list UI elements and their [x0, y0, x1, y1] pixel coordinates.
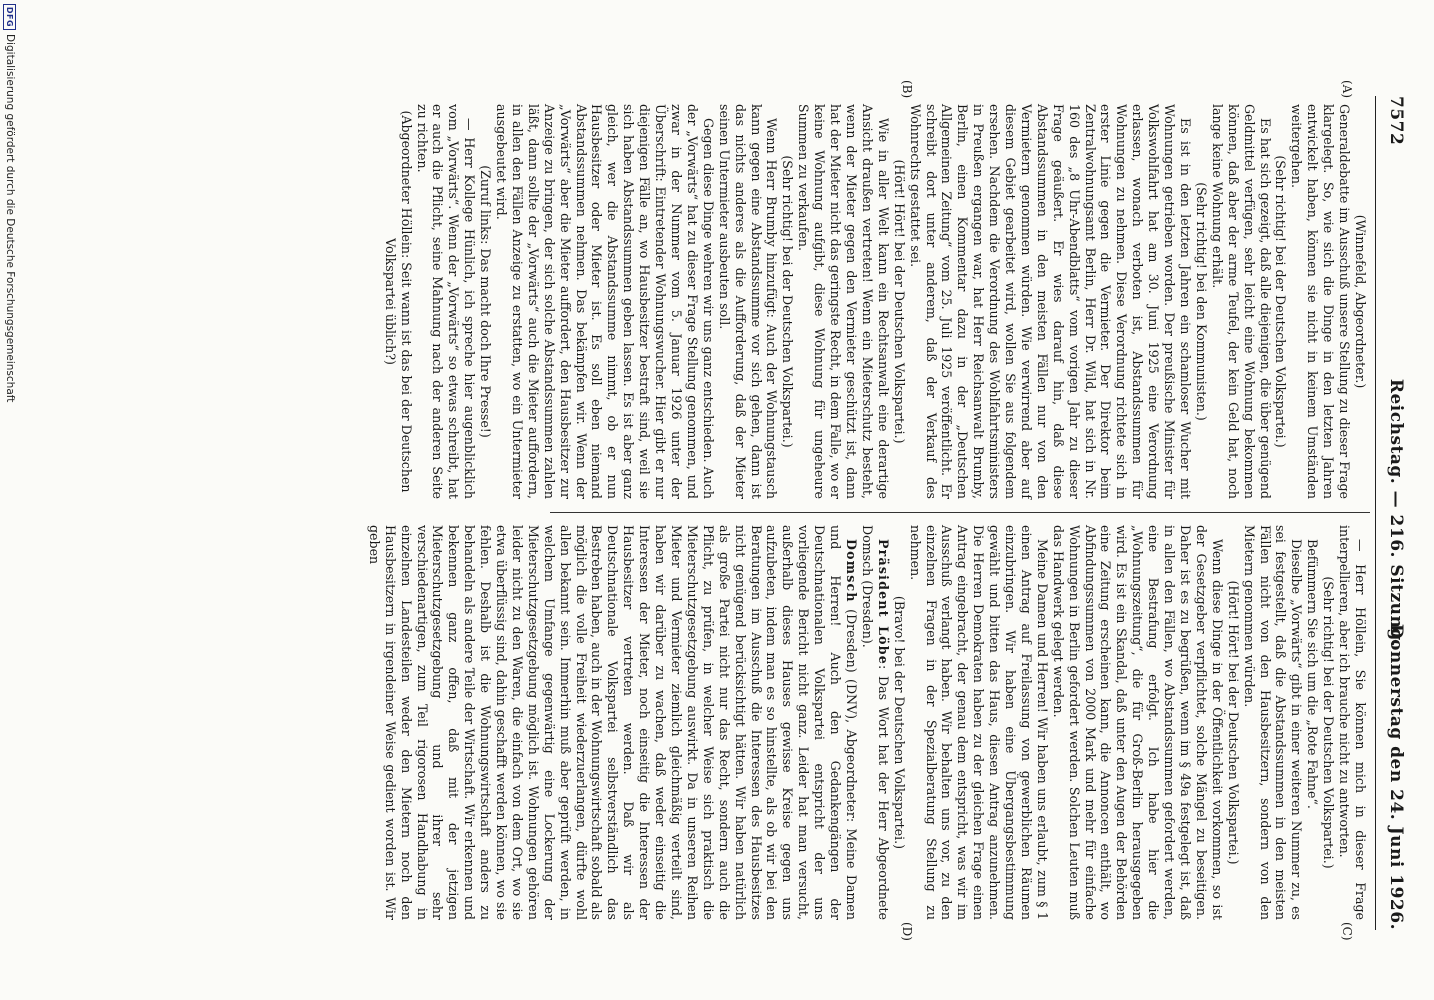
interjection: (Hört! Hört! bei der Deutschen Volkspartei.)	[1225, 580, 1241, 865]
paragraph: Befümmern Sie sich um die „Rote Fahne“.	[1305, 539, 1321, 809]
dfg-logo: DFG	[3, 4, 16, 30]
paragraph: Dieselbe „Vorwärts“ gibt in einer weiteren Nummer zu, es sei festgestellt, daß die Abstandssummen in den meisten Fällen nicht von den Hausbesitzern, sondern von den Mietern genommen würden.	[1241, 525, 1305, 920]
interjection: (Zuruf links: Das macht doch Ihre Presse!)	[478, 165, 494, 438]
paragraph: Gegen diese Dinge wehren wir uns ganz entschieden. Auch der „Vorwärts“ hat zu dieser Frage Stellung genommen, und zwar in der Nummer vom 5. Januar 1926 unter der Überschrift: Eintretender Wohnungswucher. Hier gibt er nur diejenigen Fälle an, wo Hausbesitzer bestraft sind, weil sie sich haben Abstandssummen geben lassen. Es ist aber ganz gleich, wer die Abstandssumme nimmt, ob er nun Hausbesitzer oder Mieter ist. Es soll eben niemand Abstandssummen nehmen. Das bekämpfen wir. Wenn der „Vorwärts“ aber die Mieter auffordert, den Hausbesitzer zur Anzeige zu bringen, der sich solche Abstandssummen zahlen läßt, dann sollte der „Vorwärts“ auch die Mieter auffordern, in allen den Fällen Anzeige zu erstatten, wo ein Untermieter ausgebeutet wird.	[494, 104, 716, 499]
interjection: (Abgeordneter Höllein: Seit wann ist das bei der Deutschen Volkspartei üblich?)	[382, 110, 414, 493]
page-number: 7572	[1386, 96, 1406, 146]
speaker-name: Domsch	[844, 539, 859, 603]
paragraph: Wenn Herr Brumby hinzufügt: Auch der Wohnungstausch kann gegen eine Abstandssumme vor sich gehen, dann ist das nichts anderes als die Aufforderung, daß der Mieter seinen Untermieter ausbeuten soll.	[716, 104, 780, 499]
margin-marker-a: (A)	[1340, 80, 1354, 99]
margin-marker-d: (D)	[900, 922, 914, 941]
paragraph: — Herr Kollege Hünlich, ich spreche hier augenblicklich vom „Vorwärts“. Wenn der „Vorwärts“ so etwas schreibt, hat er auch die Pflicht, seine Mahnung nach der anderen Seite zu richten.	[414, 104, 478, 499]
column-divider	[550, 512, 1370, 513]
paragraph: Domsch (Dresden) (DNV), Abgeordneter: Meine Damen und Herren! Auch den Gedankengängen der Deutschnationalen Volkspartei entspricht der uns vorliegende Bericht nicht ganz. Leider hat man versucht, außerhalb dieses Hauses gewisse Kreise gegen uns aufzubeten, indem man es so hinstellte, als ob wir bei den Beratungen im Ausschuß die Interessen des Hausbesitzes nicht genügend berücksichtigt hätten. Wir haben natürlich als große Partei nicht nur das Recht, sondern auch die Pflicht, zu prüfen, in welcher Weise sich praktisch die Mieterschutzgesetzgebung auswirkt. Da in unseren Reihen Mieter und Vermieter ziemlich gleichmäßig verteilt sind, haben wir darüber zu wachen, daß weder einseitig die Interessen der Mieter, noch einseitig die Interessen der Hausbesitzer vertreten werden. Daß wir als Deutschnationale Volkspartei selbstverständlich das Bestreben haben, auch in der Wohnungswirtschaft sobald als möglich die volle Freiheit wiederzuerlangen, dürfte wohl allen bekannt sein. Immerhin muß aber geprüft werden, in welchem Umfange gegenwärtig eine Lockerung der Mieterschutzgesetzgebung möglich ist. Wohnungen gehören leider nicht zu den Waren, die einfach von dem Ort, wo sie etwa überflüssig sind, dahin geschafft werden können, wo sie fehlen. Deshalb ist die Wohnungswirtschaft anders zu behandeln als andere Teile der Wirtschaft. Wir erkennen und bekennen ganz offen, daß mit der jetzigen Mieterschutzgesetzgebung und ihrer sehr verschiedenartigen, zum Teil rigorosen Handhabung in einzelnen Landesteilen weder den Mietern noch den Hausbesitzern in irgendeiner Weise gedient worden ist. Wir geben	[366, 525, 859, 920]
paragraph: Wie in aller Welt kann ein Rechtsanwalt eine derartige Ansicht draußen vertreten! Wenn ein Mieterschutz besteht, wenn der Mieter gegen den Vermieter geschützt ist, dann hat der Mieter nicht das geringste Recht, in dem Falle, wo er keine Wohnung aufgibt, diese Wohnung für ungeheure Summen zu verkaufen.	[796, 104, 891, 499]
left-text-column	[382, 104, 1368, 499]
digitization-footer	[0, 0, 20, 1000]
speaker-name: Präsident Löbe	[875, 539, 891, 665]
interjection: (Winnefeld, Abgeordneter.)	[1353, 214, 1368, 389]
session-date: Donnerstag den 24. Juni 1926.	[1386, 623, 1406, 930]
page-header	[1380, 96, 1406, 930]
interjection: (Hört! Hört! bei der Deutschen Volkspartei.)	[891, 159, 907, 444]
right-text-column	[366, 525, 1368, 920]
paragraph: Es hat sich gezeigt, daß alle diejenigen, die über genügend Geldmittel verfügen, sehr leicht eine Wohnung bekommen können, daß aber der arme Teufel, der kein Geld hat, noch lange keine Wohnung erhält.	[1209, 104, 1273, 499]
margin-marker-b: (B)	[900, 80, 914, 99]
page-title: Reichstag. — 216. Sitzung.	[1386, 378, 1406, 648]
paragraph: Es ist in den letzten Jahren ein schamloser Wucher mit Wohnungen getrieben worden. Der preußische Minister für Volkswohlfahrt hat am 30. Juni 1925 eine Verordnung erlassen, wonach verboten ist, Abstandssummen für Wohnungen zu nehmen. Diese Verordnung richtete sich in erster Linie gegen die Vermieter. Der Direktor beim Zentralwohnungsamt Berlin, Herr Dr. Wild, hat sich in Nr. 160 des „8 Uhr-Abendblatts“ vom vorigen Jahr zu dieser Frage geäußert. Er wies darauf hin, daß diese Abstandssummen in den meisten Fällen nur von den Vermietern genommen würden. Wie verwirrend aber auf diesem Gebiet gearbeitet wird, wollen Sie aus folgendem ersehen. Nachdem die Verordnung des Wohlfahrtsministers in Preußen ergangen war, hat Herr Reichsanwalt Brumby, Berlin, einen Kommentar dazu in der „Deutschen Allgemeinen Zeitung“ vom 25. Juli 1925 veröffentlicht. Er schreibt dort unter anderem, daß der Verkauf des Wohnrechts gestattet sei.	[907, 104, 1194, 499]
interjection: (Sehr richtig! bei den Kommunisten.)	[1193, 182, 1209, 421]
paragraph: Wenn diese Dinge in der Öffentlichkeit vorkommen, so ist der Gesetzgeber verpflichtet, solche Mängel zu beseitigen. Daher ist es zu begrüßen, wenn im § 49a festgelegt ist, daß in allen den Fällen, wo Abstandssummen gefordert werden, eine Bestrafung erfolgt. Ich habe hier die „Wohnungszeitung“, die für Groß-Berlin herausgegeben wird. Es ist ein Skandal, daß unter den Augen der Behörden eine Zeitung erscheinen kann, die Annoncen enthält, wo Abfindungssummen von 2000 Mark und mehr für einfache Wohnungen in Berlin gefordert werden. Solchen Leuten muß das Handwerk gelegt werden.	[1050, 525, 1225, 920]
interjection: (Sehr richtig! bei der Deutschen Volkspartei.)	[1321, 576, 1337, 869]
paragraph: Präsident Löbe: Das Wort hat der Herr Abgeordnete Domsch (Dresden).	[859, 525, 891, 920]
paragraph: — Herr Höllein, Sie können mich in dieser Frage interpellieren, aber ich brauche nicht zu antworten.	[1337, 525, 1368, 920]
paragraph: Meine Damen und Herren! Wir haben uns erlaubt, zum § 1 einen Antrag auf Freilassung von gewerblichen Räumen einzubringen. Wir haben eine Übergangsbestimmung gewählt und bitten das Haus, diesen Antrag anzunehmen. Die Herren Demokraten haben zu der gleichen Frage einen Antrag eingebracht, der genau dem entspricht, was wir im Ausschuß verlangt haben. Wir behalten uns vor, zu den einzelnen Fragen in der Spezialberatung Stellung zu nehmen.	[907, 525, 1050, 920]
interjection: (Sehr richtig! bei der Deutschen Volkspartei.)	[780, 155, 796, 448]
interjection: (Sehr richtig! bei der Deutschen Volkspartei.)	[1273, 155, 1289, 448]
paragraph: Generaldebatte im Ausschuß unsere Stellung zu dieser Frage klargelegt. So, wie sich die Dinge in den letzten Jahren entwickelt haben, können sie nicht in keinem Umständen weitergehen.	[1289, 104, 1353, 499]
header-rule	[1375, 96, 1376, 930]
digitization-note: Digitalisierung gefördert durch die Deutsche Forschungsgemeinschaft	[4, 34, 16, 403]
margin-marker-c: (C)	[1340, 922, 1354, 941]
interjection: (Bravo! bei der Deutschen Volkspartei.)	[891, 595, 907, 850]
